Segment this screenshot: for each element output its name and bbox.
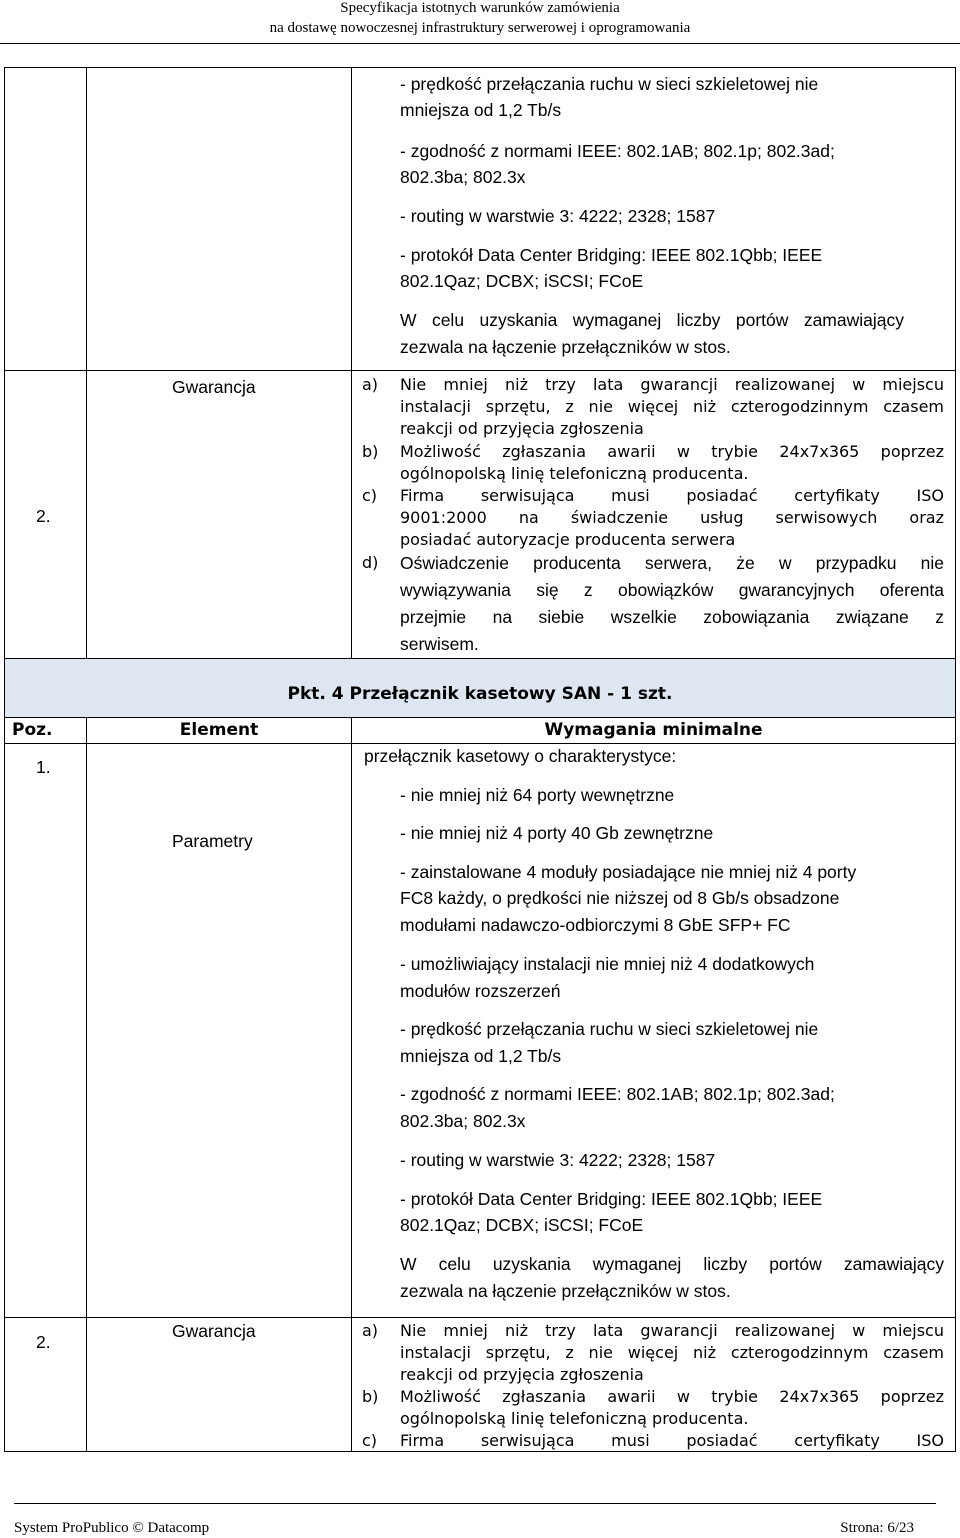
row1-line: - nie mniej niż 4 porty 40 Gb zewnętrzne xyxy=(400,823,714,843)
guarantee-row-element-cell xyxy=(86,370,352,659)
row2-b-line: ogólnopolską linię telefoniczną producenta. xyxy=(400,1409,749,1428)
top-line: 802.1Qaz; DCBX; iSCSI; FCoE xyxy=(400,271,644,291)
item-a-line: reakcji od przyjęcia zgłoszenia xyxy=(400,419,644,438)
row1-num: 1. xyxy=(36,757,51,777)
footer-left: System ProPublico © Datacomp xyxy=(14,1520,210,1536)
col-requirements-header: Wymagania minimalne xyxy=(544,720,763,740)
row2-a-line: instalacji sprzętu, z nie więcej niż czterogodzinnym czasem xyxy=(400,1343,944,1362)
row1-element: Parametry xyxy=(172,831,253,851)
row1-line: zezwala na łączenie przełączników w stos. xyxy=(400,1281,731,1301)
top-line: W celu uzyskania wymaganej liczby portów zamawiający xyxy=(400,310,904,330)
item-c-line: Firma serwisująca musi posiadać certyfikaty ISO xyxy=(400,486,944,505)
row1-line: przełącznik kasetowy o charakterystyce: xyxy=(364,746,677,766)
row1-line: - protokół Data Center Bridging: IEEE 802.1Qbb; IEEE xyxy=(400,1189,823,1209)
item-c-line: 9001:2000 na świadczenie usług serwisowych oraz xyxy=(400,508,944,527)
row2-element: Gwarancja xyxy=(172,1321,256,1341)
row1-line: - nie mniej niż 64 porty wewnętrzne xyxy=(400,785,675,805)
item-marker-b: b) xyxy=(362,442,379,461)
top-line: - prędkość przełączania ruchu w sieci szkieletowej nie xyxy=(400,74,819,94)
item-marker-a: a) xyxy=(362,375,379,394)
item-b-line: Możliwość zgłaszania awarii w trybie 24x7x365 poprzez xyxy=(400,442,944,461)
row1-line: - umożliwiający instalacji nie mniej niż 4 dodatkowych xyxy=(400,954,815,974)
row1-line: FC8 każdy, o prędkości nie niższej od 8 Gb/s obsadzone xyxy=(400,888,840,908)
col-element-header: Element xyxy=(179,720,259,740)
header-rule xyxy=(0,43,960,44)
row1-num-cell xyxy=(4,743,87,1318)
item-d-line: wywiązywania się z obowiązków gwarancyjnych oferenta xyxy=(400,580,944,600)
row2-a-line: Nie mniej niż trzy lata gwarancji realizowanej w miejscu xyxy=(400,1321,944,1340)
guarantee-num: 2. xyxy=(36,506,51,526)
item-c-line: posiadać autoryzacje producenta serwera xyxy=(400,530,736,549)
row2-num: 2. xyxy=(36,1332,51,1352)
row2-a-line: reakcji od przyjęcia zgłoszenia xyxy=(400,1365,644,1384)
row1-line: mniejsza od 1,2 Tb/s xyxy=(400,1046,562,1066)
row2-marker-a: a) xyxy=(362,1321,379,1340)
footer-page-number: Strona: 6/23 xyxy=(840,1520,914,1536)
section-title: Pkt. 4 Przełącznik kasetowy SAN - 1 szt. xyxy=(287,684,673,704)
item-d-line: Oświadczenie producenta serwera, że w przypadku nie xyxy=(400,553,944,573)
row2-c-line: Firma serwisująca musi posiadać certyfikaty ISO xyxy=(400,1431,944,1450)
row2-b-line: Możliwość zgłaszania awarii w trybie 24x7x365 poprzez xyxy=(400,1387,944,1406)
item-d-line: serwisem. xyxy=(400,634,479,654)
row1-line: W celu uzyskania wymaganej liczby portów zamawiający xyxy=(400,1254,944,1274)
guarantee-element: Gwarancja xyxy=(172,377,256,397)
row1-line: - prędkość przełączania ruchu w sieci szkieletowej nie xyxy=(400,1019,819,1039)
footer-rule xyxy=(14,1503,936,1504)
top-line: 802.3ba; 802.3x xyxy=(400,167,526,187)
col-poz-header: Poz. xyxy=(12,720,53,740)
row2-marker-b: b) xyxy=(362,1387,379,1406)
item-marker-d: d) xyxy=(362,553,379,572)
header-title: Specyfikacja istotnych warunków zamówienia xyxy=(340,0,620,16)
top-line: - protokół Data Center Bridging: IEEE 802.1Qbb; IEEE xyxy=(400,245,823,265)
row1-line: modułów rozszerzeń xyxy=(400,981,561,1001)
row1-line: - zgodność z normami IEEE: 802.1AB; 802.1p; 802.3ad; xyxy=(400,1084,835,1104)
item-marker-c: c) xyxy=(362,486,378,505)
item-d-line: przejmie na siebie wszelkie zobowiązania związane z xyxy=(400,607,944,627)
row1-line: 802.1Qaz; DCBX; iSCSI; FCoE xyxy=(400,1215,644,1235)
row2-marker-c: c) xyxy=(362,1431,378,1450)
header-subtitle: na dostawę nowoczesnej infrastruktury serwerowej i oprogramowania xyxy=(269,20,691,36)
top-line: zezwala na łączenie przełączników w stos. xyxy=(400,337,731,357)
top-line: - zgodność z normami IEEE: 802.1AB; 802.1p; 802.3ad; xyxy=(400,141,835,161)
row1-line: modułami nadawczo-odbiorczymi 8 GbE SFP+ FC xyxy=(400,915,791,935)
row1-line: 802.3ba; 802.3x xyxy=(400,1111,526,1131)
top-row-num-cell xyxy=(4,67,87,371)
top-line: - routing w warstwie 3: 4222; 2328; 1587 xyxy=(400,206,716,226)
top-line: mniejsza od 1,2 Tb/s xyxy=(400,100,562,120)
item-b-line: ogólnopolską linię telefoniczną producenta. xyxy=(400,464,749,483)
item-a-line: instalacji sprzętu, z nie więcej niż czterogodzinnym czasem xyxy=(400,397,944,416)
item-a-line: Nie mniej niż trzy lata gwarancji realizowanej w miejscu xyxy=(400,375,944,394)
row1-line: - zainstalowane 4 moduły posiadające nie mniej niż 4 porty xyxy=(400,862,857,882)
top-row-element-cell xyxy=(86,67,352,371)
row1-line: - routing w warstwie 3: 4222; 2328; 1587 xyxy=(400,1150,716,1170)
